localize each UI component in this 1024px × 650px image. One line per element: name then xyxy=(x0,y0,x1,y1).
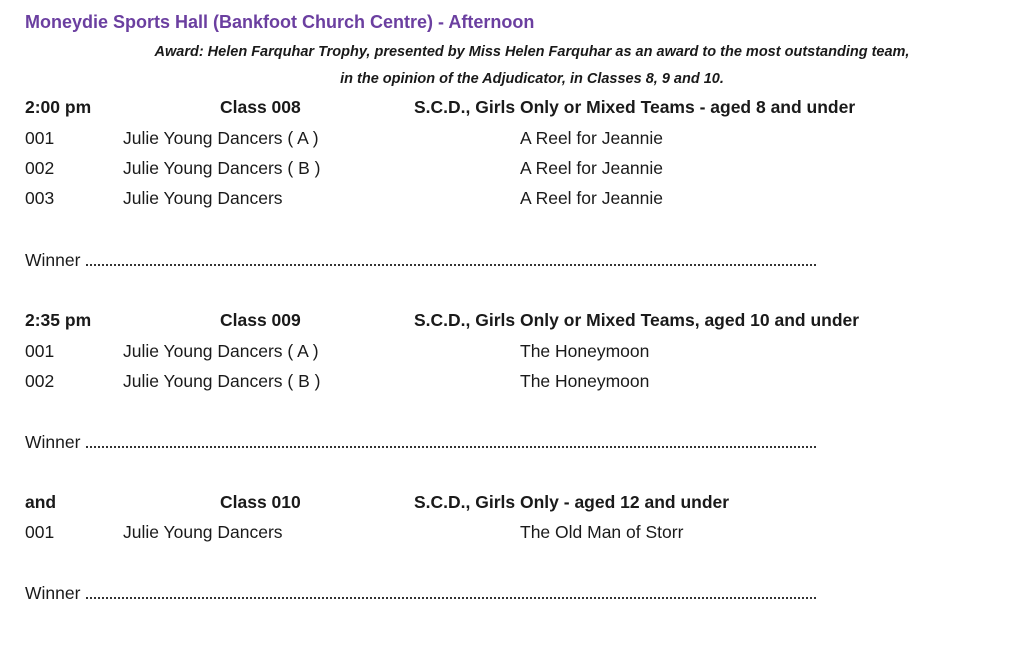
entry-number: 001 xyxy=(25,522,55,542)
entry-row xyxy=(0,188,1024,212)
page-title: Moneydie Sports Hall (Bankfoot Church Centre) - Afternoon xyxy=(25,12,535,32)
class-header xyxy=(0,97,1024,121)
entry-team: Julie Young Dancers ( A ) xyxy=(123,341,319,361)
winner-blank xyxy=(86,432,816,448)
class-number: Class 008 xyxy=(220,97,301,117)
class-time: and xyxy=(25,492,57,512)
entry-row xyxy=(0,341,1024,365)
winner-line xyxy=(25,583,816,604)
entry-team: Julie Young Dancers xyxy=(123,188,283,208)
entry-number: 001 xyxy=(25,341,55,361)
class-time: 2:00 pm xyxy=(25,97,92,117)
class-description: S.C.D., Girls Only or Mixed Teams - aged 8 and under xyxy=(414,97,856,117)
entry-team: Julie Young Dancers xyxy=(123,522,283,542)
entry-row xyxy=(0,522,1024,546)
entry-dance: The Old Man of Storr xyxy=(520,522,684,542)
entry-dance: The Honeymoon xyxy=(520,341,650,361)
entry-number: 002 xyxy=(25,158,55,178)
entry-team: Julie Young Dancers ( A ) xyxy=(123,128,319,148)
winner-label: Winner xyxy=(25,583,81,603)
entry-dance: A Reel for Jeannie xyxy=(520,188,664,208)
class-time: 2:35 pm xyxy=(25,310,92,330)
entry-dance: A Reel for Jeannie xyxy=(520,128,664,148)
entry-team: Julie Young Dancers ( B ) xyxy=(123,158,321,178)
award-line-1: Award: Helen Farquhar Trophy, presented by Miss Helen Farquhar as an award to the most outstanding team, xyxy=(154,44,910,60)
class-description: S.C.D., Girls Only or Mixed Teams, aged 10 and under xyxy=(414,310,860,330)
entry-dance: A Reel for Jeannie xyxy=(520,158,664,178)
class-number: Class 010 xyxy=(220,492,301,512)
entry-number: 002 xyxy=(25,371,55,391)
winner-line xyxy=(25,250,816,271)
winner-label: Winner xyxy=(25,250,81,270)
class-number: Class 009 xyxy=(220,310,301,330)
winner-line xyxy=(25,432,816,453)
entry-number: 003 xyxy=(25,188,55,208)
award-line-2: in the opinion of the Adjudicator, in Classes 8, 9 and 10. xyxy=(340,71,724,87)
entry-team: Julie Young Dancers ( B ) xyxy=(123,371,321,391)
class-header xyxy=(0,492,1024,516)
entry-row xyxy=(0,128,1024,152)
winner-blank xyxy=(86,250,816,266)
winner-blank xyxy=(86,583,816,599)
class-description: S.C.D., Girls Only - aged 12 and under xyxy=(414,492,730,512)
entry-row xyxy=(0,371,1024,395)
winner-label: Winner xyxy=(25,432,81,452)
entry-row xyxy=(0,158,1024,182)
entry-number: 001 xyxy=(25,128,55,148)
entry-dance: The Honeymoon xyxy=(520,371,650,391)
class-header xyxy=(0,310,1024,334)
